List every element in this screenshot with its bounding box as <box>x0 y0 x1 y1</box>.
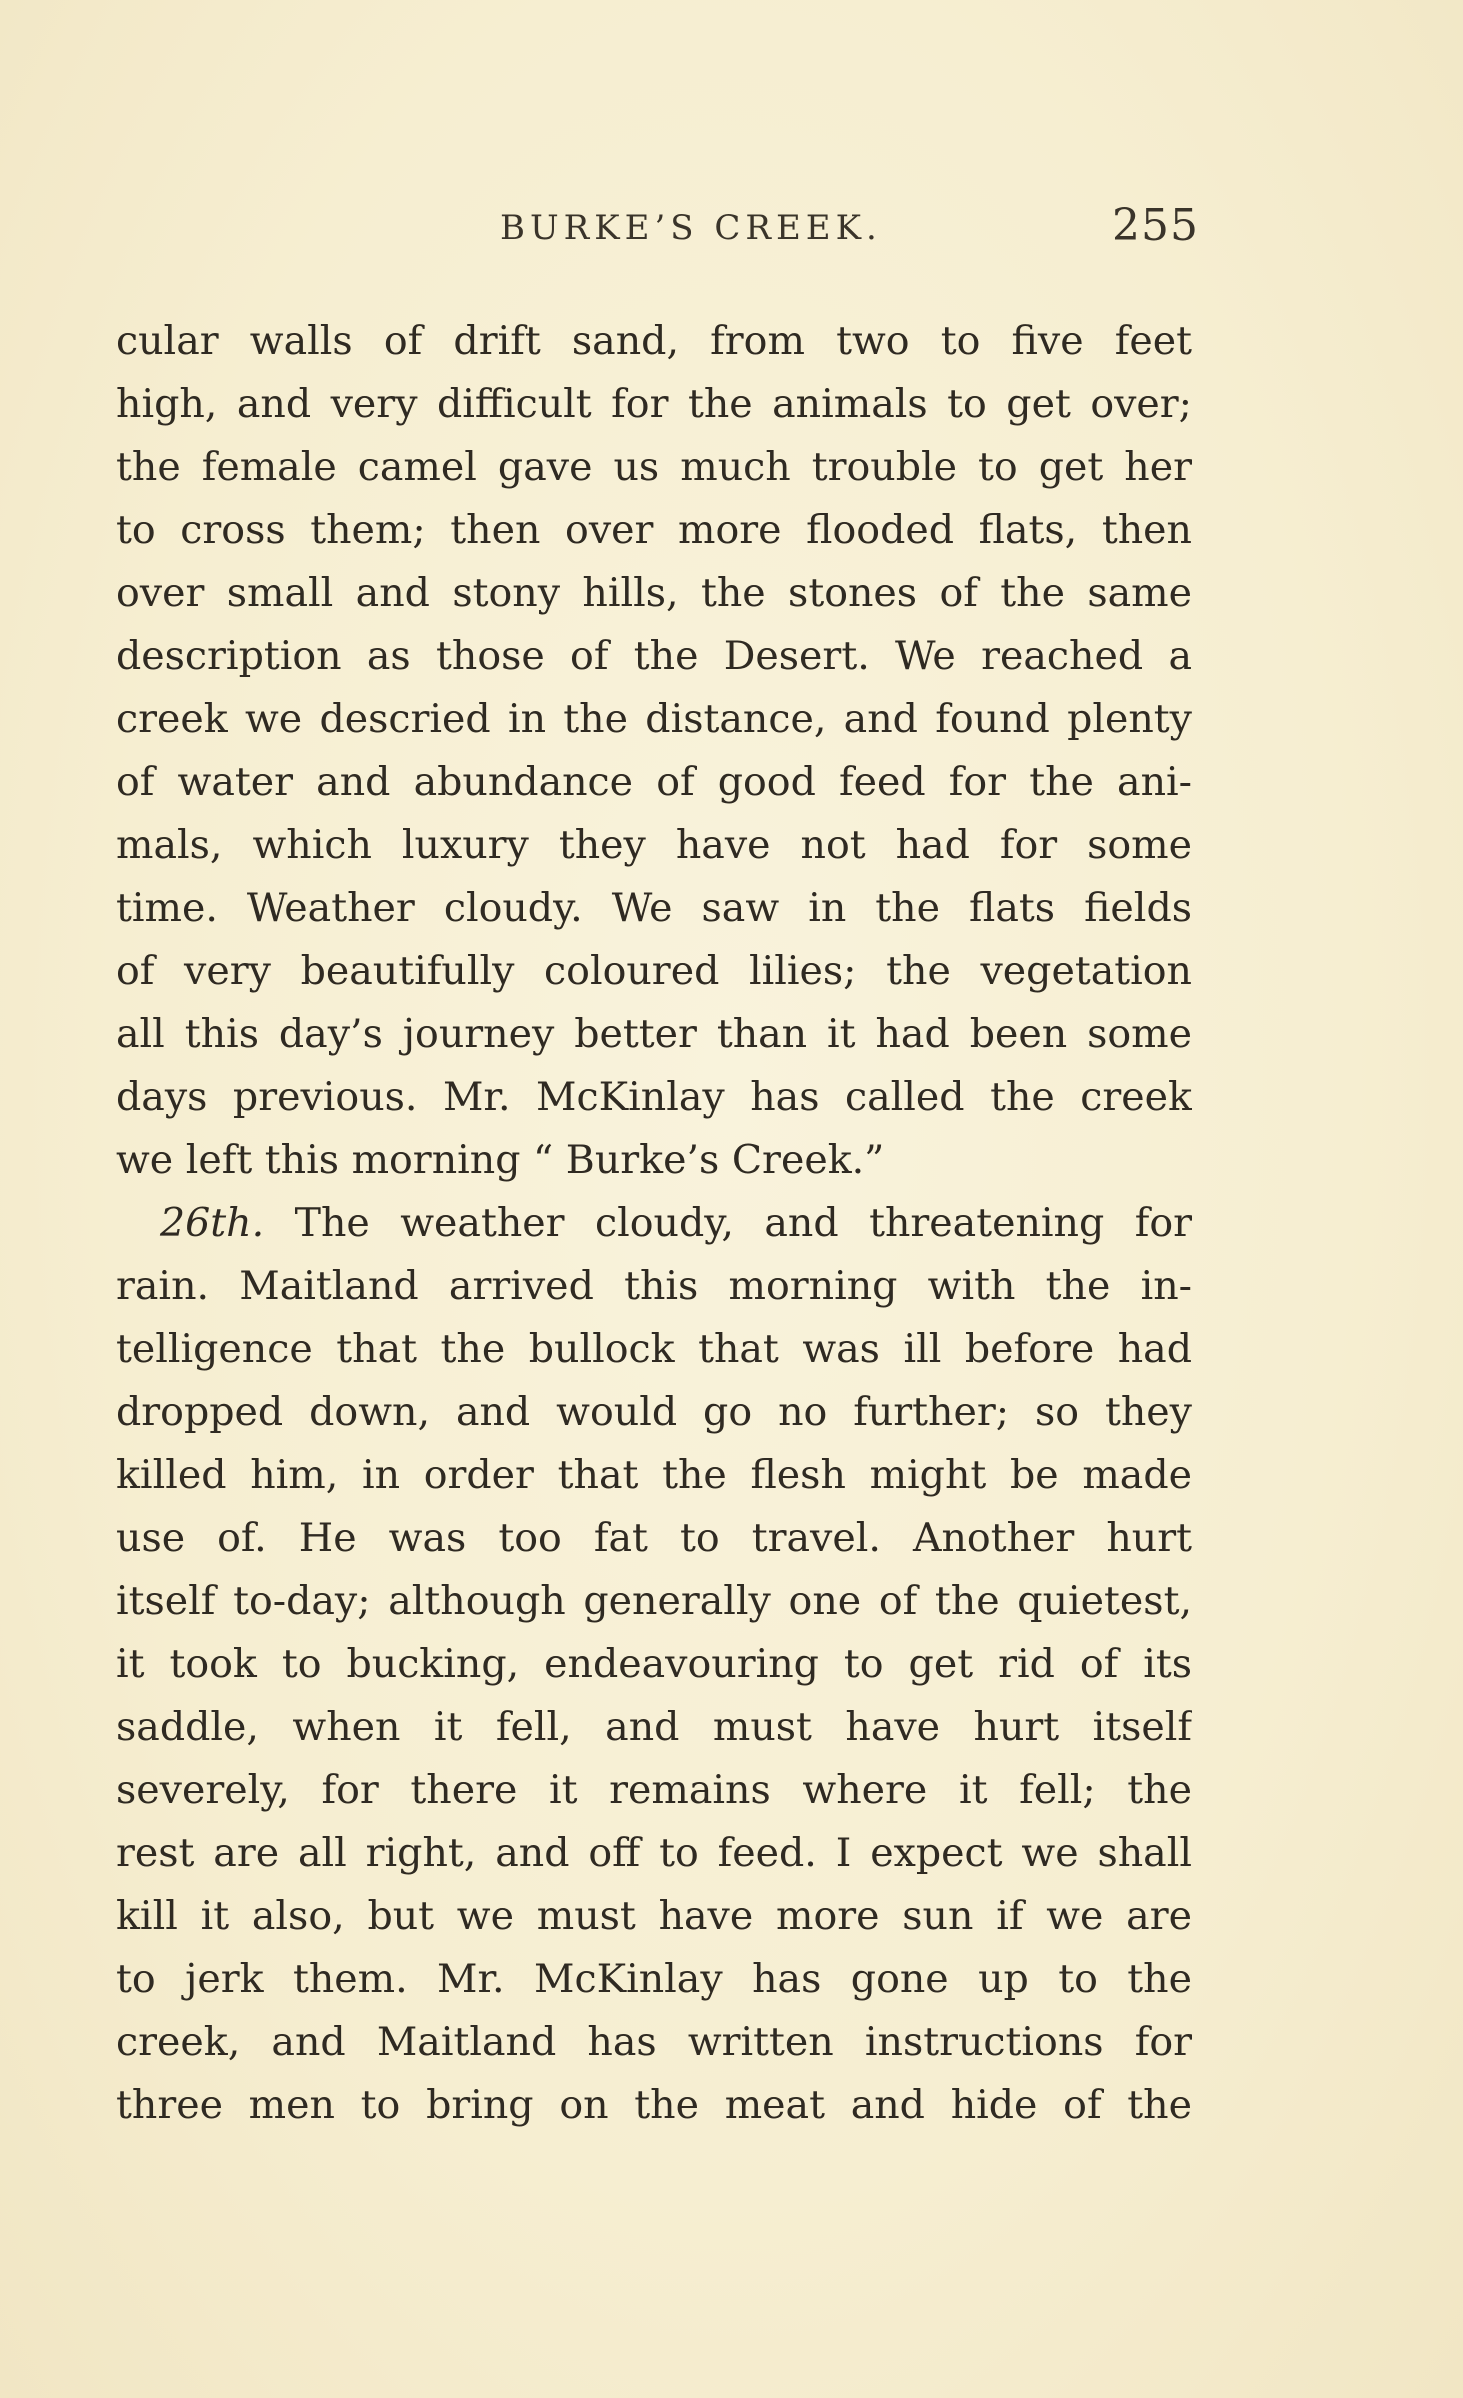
text-line: time. Weather cloudy. We saw in the flats fields <box>116 885 1192 931</box>
text-line: severely, for there it remains where it fell; the <box>116 1767 1192 1813</box>
text-line: itself to-day; although generally one of the quietest, <box>116 1578 1192 1624</box>
text-line: dropped down, and would go no further; so they <box>116 1389 1192 1435</box>
text-line: of water and abundance of good feed for the ani- <box>116 759 1192 805</box>
text-line: three men to bring on the meat and hide of the <box>116 2082 1192 2128</box>
entry-date: 26th. <box>160 1200 265 1246</box>
text-line: cular walls of drift sand, from two to five feet <box>116 318 1192 364</box>
text-line: telligence that the bullock that was ill before had <box>116 1326 1192 1372</box>
text-line: saddle, when it fell, and must have hurt itself <box>116 1704 1192 1750</box>
text-line: we left this morning “ Burke’s Creek.” <box>116 1137 885 1183</box>
text-line: kill it also, but we must have more sun if we are <box>116 1893 1192 1939</box>
text-line: killed him, in order that the flesh might be made <box>116 1452 1192 1498</box>
text-line: the female camel gave us much trouble to get her <box>116 444 1192 490</box>
text-line: over small and stony hills, the stones of the same <box>116 570 1192 616</box>
text-line: rest are all right, and off to feed. I expect we shall <box>116 1830 1192 1876</box>
text-line: use of. He was too fat to travel. Another hurt <box>116 1515 1192 1561</box>
body-text <box>116 310 1192 2137</box>
entry-first-line-text: The weather cloudy, and threatening for <box>294 1200 1192 1246</box>
text-line: rain. Maitland arrived this morning with the in- <box>116 1263 1192 1309</box>
text-line: it took to bucking, endeavouring to get rid of its <box>116 1641 1192 1687</box>
text-line: high, and very difficult for the animals to get over; <box>116 381 1192 427</box>
text-line: mals, which luxury they have not had for some <box>116 822 1192 868</box>
text-line: description as those of the Desert. We reached a <box>116 633 1192 679</box>
text-line: to jerk them. Mr. McKinlay has gone up to the <box>116 1956 1192 2002</box>
running-head <box>0 200 1463 260</box>
text-line: creek we descried in the distance, and found plenty <box>116 696 1192 742</box>
text-line: all this day’s journey better than it had been some <box>116 1011 1192 1057</box>
running-title: BURKE’S CREEK. <box>500 208 882 248</box>
text-line: days previous. Mr. McKinlay has called the creek <box>116 1074 1192 1120</box>
page-number: 255 <box>1112 200 1199 251</box>
text-line: creek, and Maitland has written instructions for <box>116 2019 1192 2065</box>
text-line: of very beautifully coloured lilies; the vegetation <box>116 948 1192 994</box>
entry-first-line <box>116 1192 1192 1255</box>
text-line: to cross them; then over more flooded flats, then <box>116 507 1192 553</box>
